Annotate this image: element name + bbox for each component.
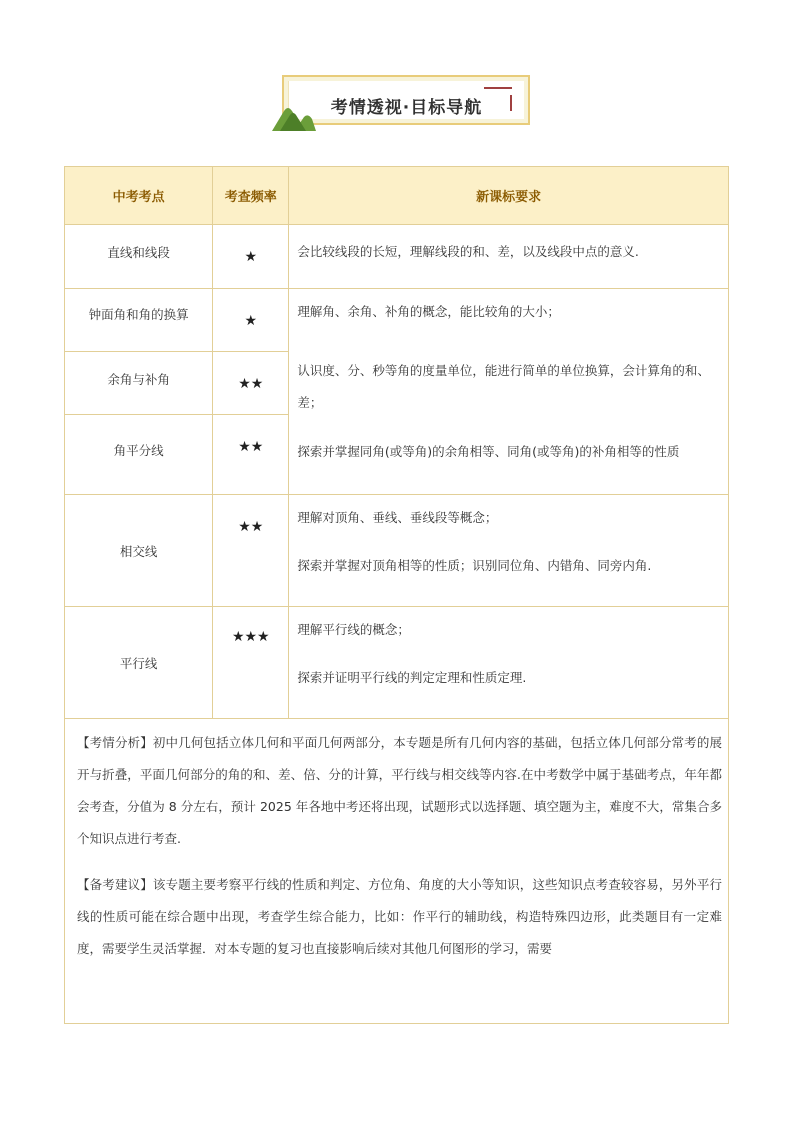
requirement-cell	[289, 225, 729, 289]
banner-title: 考情透视·目标导航	[330, 98, 483, 118]
preparation-advice-paragraph: 【备考建议】该专题主要考察平行线的性质和判定、方位角、角度的大小等知识，这些知识点考查较容易，另外平行线的性质可能在综合题中出现，考查学生综合能力，比如：作平行的辅助线，构造特殊四边形，此类题目有一定难度，需要学生灵活掌握．对本专题的复习也直接影响后续对其他几何图形的学习，需要	[77, 877, 722, 956]
table-header-row	[65, 167, 729, 225]
analysis-row	[65, 719, 729, 1024]
section-banner	[272, 73, 534, 133]
header-requirement: 新课标要求	[289, 167, 729, 225]
requirement-text: 认识度、分、秒等角的度量单位，能进行简单的单位换算，会计算角的和、差；	[297, 363, 710, 410]
exam-analysis-paragraph: 【考情分析】初中几何包括立体几何和平面几何两部分，本专题是所有几何内容的基础，包括立体几何部分常考的展开与折叠，平面几何部分的角的和、差、倍、分的计算，平行线与相交线等内容.在中考数学中属于基础考点，年年都会考查，分值为 8 分左右，预计 2025 年各地中考还将出现，试题形式以选择题、填空题为主，难度不大，常集合多个知识点进行考查.	[77, 735, 722, 846]
topic-cell: 角平分线	[65, 415, 213, 495]
table-row	[65, 289, 729, 352]
banner-frame	[282, 75, 530, 125]
table-row	[65, 495, 729, 607]
frequency-cell: ★★★	[213, 607, 289, 719]
mountain-icon	[272, 101, 316, 131]
topic-cell: 余角与补角	[65, 352, 213, 415]
banner-decoration-bar	[510, 95, 512, 111]
topic-cell: 钟面角和角的换算	[65, 289, 213, 352]
frequency-cell: ★	[213, 225, 289, 289]
requirement-text: 理解对顶角、垂线、垂线段等概念；	[297, 510, 498, 525]
frequency-cell: ★★	[213, 495, 289, 607]
requirement-cell	[289, 289, 729, 495]
exam-points-table	[64, 166, 729, 1024]
requirement-text: 探索并证明平行线的判定定理和性质定理.	[297, 670, 527, 685]
frequency-cell: ★★	[213, 352, 289, 415]
frequency-cell: ★★	[213, 415, 289, 495]
topic-cell: 相交线	[65, 495, 213, 607]
requirement-text: 会比较线段的长短，理解线段的和、差，以及线段中点的意义.	[297, 244, 639, 259]
banner-inner	[288, 81, 524, 119]
header-frequency: 考查频率	[213, 167, 289, 225]
requirement-text: 理解角、余角、补角的概念，能比较角的大小；	[297, 304, 560, 319]
requirement-text: 理解平行线的概念；	[297, 622, 410, 637]
table-row	[65, 607, 729, 719]
topic-cell: 平行线	[65, 607, 213, 719]
requirement-cell	[289, 607, 729, 719]
analysis-cell	[65, 719, 729, 1024]
table-row	[65, 225, 729, 289]
banner-decoration-line	[484, 87, 512, 89]
topic-cell: 直线和线段	[65, 225, 213, 289]
requirement-text: 探索并掌握同角(或等角)的余角相等、同角(或等角)的补角相等的性质	[297, 444, 680, 459]
header-exam-point: 中考考点	[65, 167, 213, 225]
requirement-cell	[289, 495, 729, 607]
requirement-text: 探索并掌握对顶角相等的性质；识别同位角、内错角、同旁内角.	[297, 558, 652, 573]
frequency-cell: ★	[213, 289, 289, 352]
